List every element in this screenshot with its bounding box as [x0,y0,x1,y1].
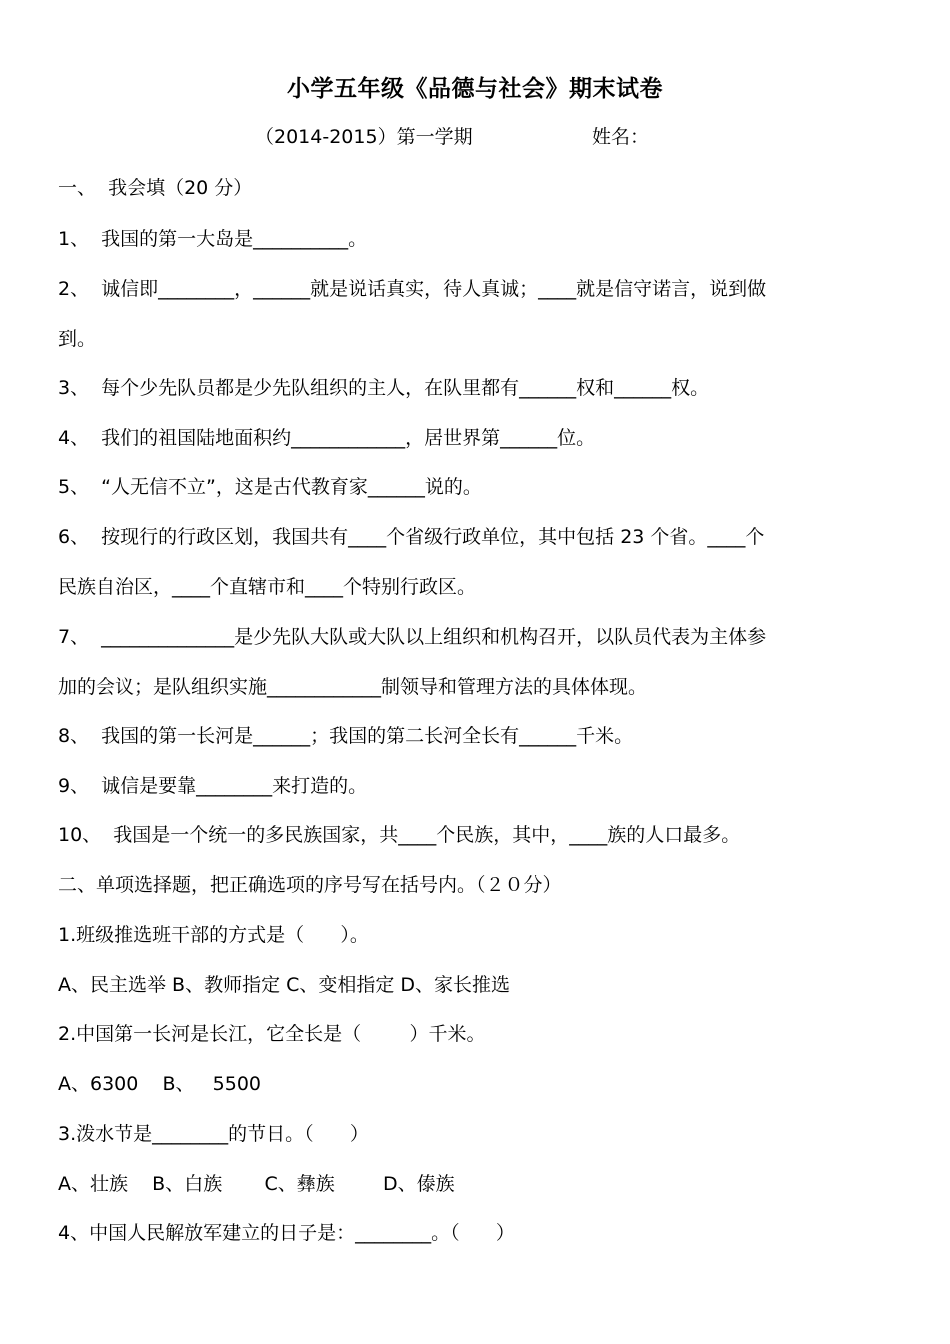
section-2-heading: 二、单项选择题，把正确选项的序号写在括号内。（２０分） [58,874,562,896]
question-line: 8、 我国的第一长河是______；我国的第二长河全长有______千米。 [58,725,634,747]
question-line: 2、 诚信即________，______就是说话真实，待人真诚；____就是信守诺言，说到做 [58,278,767,300]
question-line: 9、 诚信是要靠________来打造的。 [58,775,368,797]
exam-subtitle: （2014-2015）第一学期 [255,126,473,148]
question-line: 7、 ______________是少先队大队或大队以上组织和机构召开，以队员代表为主体参 [58,626,767,648]
question-line: 3、 每个少先队员都是少先队组织的主人，在队里都有______权和______权。 [58,377,710,399]
question-line: 5、 “人无信不立”，这是古代教育家______说的。 [58,476,482,498]
question-line: 3.泼水节是________的节日。（ ） [58,1123,369,1145]
exam-title: 小学五年级《品德与社会》期末试卷 [287,76,663,102]
options-line: A、6300 B、 5500 [58,1073,262,1095]
question-line: 6、 按现行的行政区划，我国共有____个省级行政单位，其中包括 23 个省。____个 [58,526,765,548]
question-line: 2.中国第一长河是长江，它全长是（ ）千米。 [58,1023,486,1045]
question-line: 民族自治区，____个直辖市和____个特别行政区。 [58,576,477,598]
question-line: 1、 我国的第一大岛是__________。 [58,228,368,250]
name-field-label: 姓名： [592,126,650,148]
question-line: 4、中国人民解放军建立的日子是：________。（ ） [58,1222,515,1244]
question-line: 10、 我国是一个统一的多民族国家，共____个民族，其中，____族的人口最多。 [58,824,741,846]
section-1-heading: 一、 我会填（20 分） [58,177,253,199]
question-line: 4、 我们的祖国陆地面积约____________，居世界第______位。 [58,427,596,449]
options-line: A、民主选举 B、教师指定 C、变相指定 D、家长推选 [58,974,511,996]
options-line: A、壮族 B、白族 C、彝族 D、傣族 [58,1173,455,1195]
question-line: 1.班级推选班干部的方式是（ ）。 [58,924,369,946]
question-line: 加的会议；是队组织实施____________制领导和管理方法的具体体现。 [58,676,648,698]
question-line: 到。 [58,328,97,350]
